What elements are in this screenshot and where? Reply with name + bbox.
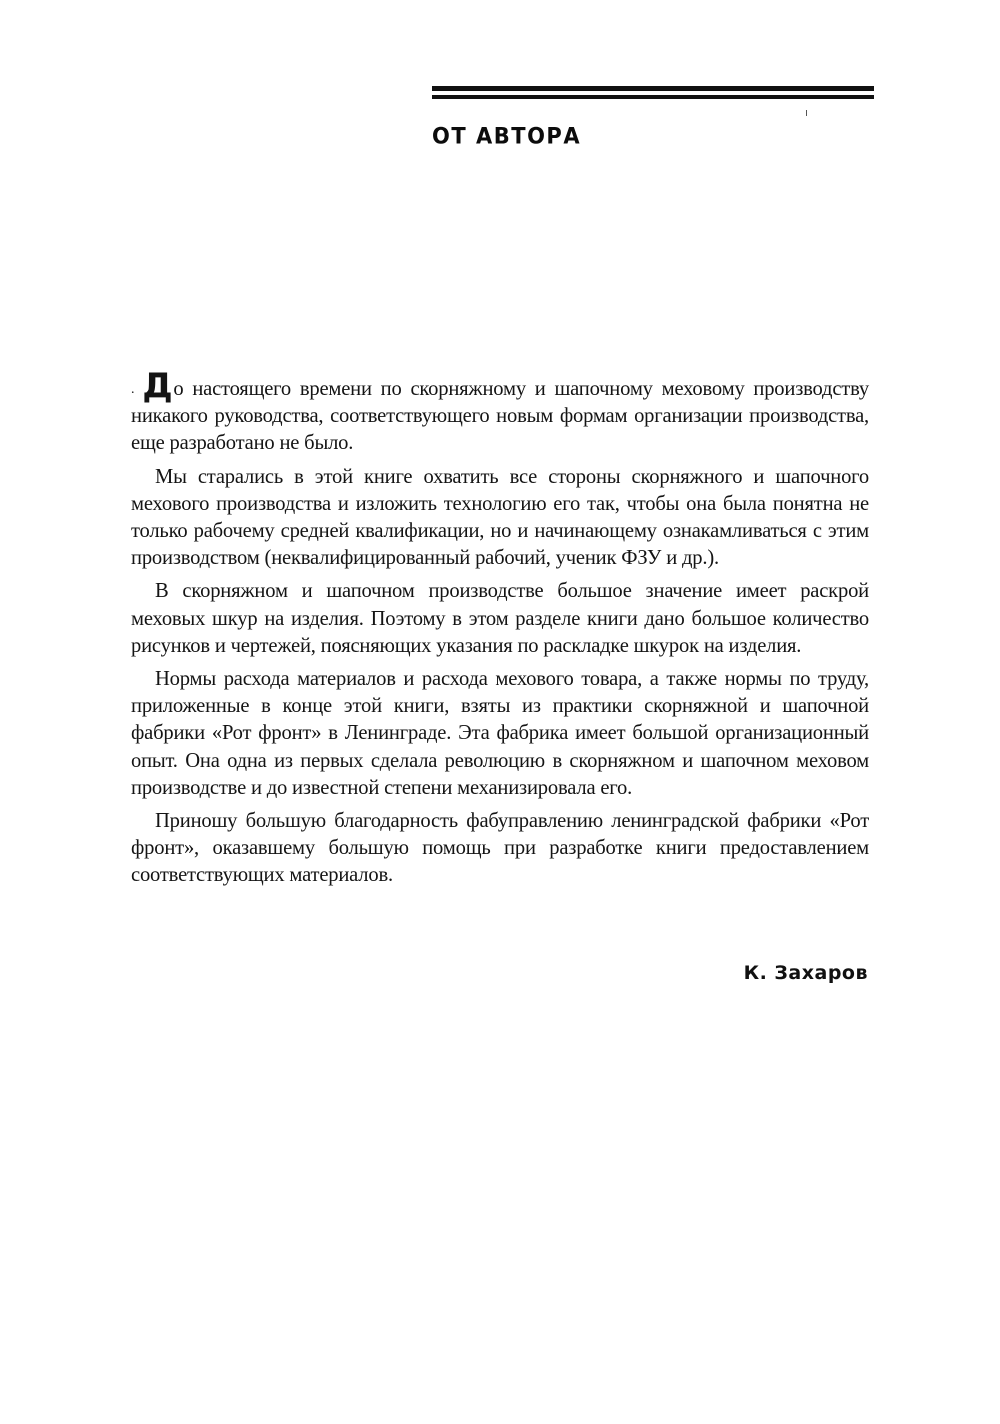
preface-body [131, 366, 869, 896]
paragraph-1 [131, 366, 869, 458]
drop-cap: Д [142, 366, 173, 406]
paragraph-5: Приношу большую благодарность фабуправлению ленинградской фабрики «Рот фронт», оказавшему большую помощь при разработке книги предоставлением соответствующих материалов. [131, 810, 869, 887]
double-rule-top [432, 86, 874, 91]
paragraph-1-text: о настоящего времени по скорняжному и шапочному меховому производству никакого руководства, соответствующего новым формам организации производства, еще разработано не было. [131, 378, 869, 455]
paragraph-3: В скорняжном и шапочном производстве большое значение имеет раскрой меховых шкур на изделия. Поэтому в этом разделе книги дано большое количество рисунков и чертежей, поясняющих указания по раскладке шкурок на изделия. [131, 580, 869, 657]
section-heading: ОТ АВТОРА [432, 123, 582, 149]
paragraph-4: Нормы расхода материалов и расхода мехового товара, а также нормы по труду, приложенные в конце этой книги, взяты из практики скорняжной и шапочной фабрики «Рот фронт» в Ленинграде. Эта фабрика имеет большой организационный опыт. Она одна из первых сделала революцию в скорняжном и шапочном меховом производстве и до известной степени механизировала его. [131, 668, 869, 799]
stray-mark [806, 110, 807, 116]
author-signature: К. Захаров [743, 962, 868, 984]
double-rule-bottom [432, 95, 874, 99]
paragraph-2: Мы старались в этой книге охватить все стороны скорняжного и шапочного мехового производства и изложить технологию его так, чтобы она была понятна не только рабочему средней квалификации, но и начинающему ознакамливаться с этим производством (неквалифицированный рабочий, ученик ФЗУ и др.). [131, 465, 869, 570]
stray-dot: . [131, 382, 135, 397]
